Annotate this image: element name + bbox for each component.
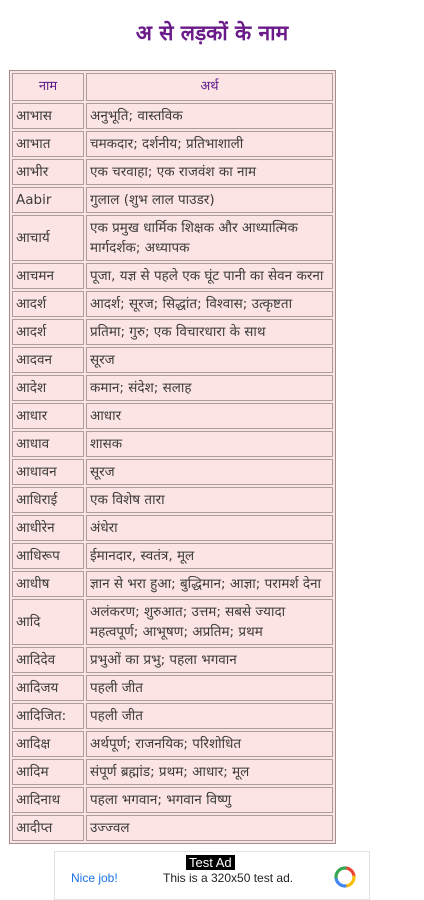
row-meaning-cell: अनुभूति; वास्तविक: [86, 103, 333, 129]
table-row: [12, 459, 333, 485]
row-name-cell: आधाव: [12, 431, 84, 457]
row-name-cell: आचार्य: [12, 215, 84, 261]
table-row: [12, 215, 333, 261]
ad-body-text: This is a 320x50 test ad.: [163, 871, 294, 885]
names-table-container: [9, 70, 336, 850]
row-meaning-cell: आधार: [86, 403, 333, 429]
table-row: [12, 759, 333, 785]
row-name-cell: आदेश: [12, 375, 84, 401]
row-name-cell: आभात: [12, 131, 84, 157]
row-meaning-cell: सूरज: [86, 459, 333, 485]
row-meaning-cell: उज्ज्वल: [86, 815, 333, 841]
table-row: [12, 187, 333, 213]
row-name-cell: आधावन: [12, 459, 84, 485]
row-name-cell: आधिरूप: [12, 543, 84, 569]
row-name-cell: आदर्श: [12, 319, 84, 345]
row-name-cell: आधिराई: [12, 487, 84, 513]
row-meaning-cell: कमान; संदेश; सलाह: [86, 375, 333, 401]
row-meaning-cell: सूरज: [86, 347, 333, 373]
table-row: [12, 815, 333, 841]
table-row: [12, 675, 333, 701]
row-meaning-cell: अंधेरा: [86, 515, 333, 541]
row-meaning-cell: प्रभुओं का प्रभु; पहला भगवान: [86, 647, 333, 673]
row-name-cell: आदिजित:: [12, 703, 84, 729]
row-name-cell: आदर्श: [12, 291, 84, 317]
table-row: [12, 131, 333, 157]
table-row: [12, 263, 333, 289]
table-row: [12, 319, 333, 345]
table-header-row: [12, 73, 333, 101]
ad-banner[interactable]: [54, 851, 370, 900]
row-meaning-cell: पहली जीत: [86, 703, 333, 729]
row-name-cell: आदीप्त: [12, 815, 84, 841]
header-name: नाम: [12, 73, 84, 101]
page-title: अ से लड़कों के नाम: [135, 21, 289, 45]
row-name-cell: आधीरेन: [12, 515, 84, 541]
row-name-cell: आदिदेव: [12, 647, 84, 673]
adchoices-logo-icon[interactable]: [333, 865, 357, 889]
row-meaning-cell: प्रतिमा; गुरु; एक विचारधारा के साथ: [86, 319, 333, 345]
table-row: [12, 347, 333, 373]
table-row: [12, 431, 333, 457]
row-meaning-cell: एक चरवाहा; एक राजवंश का नाम: [86, 159, 333, 185]
row-name-cell: आदिनाथ: [12, 787, 84, 813]
row-meaning-cell: पहली जीत: [86, 675, 333, 701]
row-name-cell: आदिजय: [12, 675, 84, 701]
ad-nice-job-text: Nice job!: [71, 871, 118, 885]
table-row: [12, 787, 333, 813]
table-row: [12, 403, 333, 429]
row-meaning-cell: एक विशेष तारा: [86, 487, 333, 513]
header-meaning: अर्थ: [86, 73, 333, 101]
table-row: [12, 291, 333, 317]
row-meaning-cell: गुलाल (शुभ लाल पाउडर): [86, 187, 333, 213]
table-body: [12, 103, 333, 841]
row-meaning-cell: पूजा, यज्ञ से पहले एक घूंट पानी का सेवन करना: [86, 263, 333, 289]
row-meaning-cell: शासक: [86, 431, 333, 457]
table-row: [12, 703, 333, 729]
row-meaning-cell: पहला भगवान; भगवान विष्णु: [86, 787, 333, 813]
names-table: [9, 70, 336, 844]
row-meaning-cell: अर्थपूर्ण; राजनयिक; परिशोधित: [86, 731, 333, 757]
row-name-cell: आदिक्ष: [12, 731, 84, 757]
row-name-cell: आदवन: [12, 347, 84, 373]
table-row: [12, 487, 333, 513]
row-meaning-cell: चमकदार; दर्शनीय; प्रतिभाशाली: [86, 131, 333, 157]
row-name-cell: आधार: [12, 403, 84, 429]
row-name-cell: आदिम: [12, 759, 84, 785]
table-row: [12, 515, 333, 541]
table-row: [12, 159, 333, 185]
row-meaning-cell: आदर्श; सूरज; सिद्धांत; विश्वास; उत्कृष्टता: [86, 291, 333, 317]
table-row: [12, 731, 333, 757]
row-meaning-cell: ईमानदार, स्वतंत्र, मूल: [86, 543, 333, 569]
row-meaning-cell: अलंकरण; शुरुआत; उत्तम; सबसे ज्यादा महत्वपूर्ण; आभूषण; अप्रतिम; प्रथम: [86, 599, 333, 645]
table-row: [12, 599, 333, 645]
row-name-cell: Aabir: [12, 187, 84, 213]
row-meaning-cell: संपूर्ण ब्रह्मांड; प्रथम; आधार; मूल: [86, 759, 333, 785]
row-name-cell: आभास: [12, 103, 84, 129]
row-name-cell: आभीर: [12, 159, 84, 185]
row-meaning-cell: ज्ञान से भरा हुआ; बुद्धिमान; आज्ञा; परामर्श देना: [86, 571, 333, 597]
table-row: [12, 571, 333, 597]
test-ad-badge: Test Ad: [186, 855, 235, 870]
row-name-cell: आधीष: [12, 571, 84, 597]
row-name-cell: आदि: [12, 599, 84, 645]
table-row: [12, 375, 333, 401]
table-row: [12, 647, 333, 673]
table-row: [12, 543, 333, 569]
row-meaning-cell: एक प्रमुख धार्मिक शिक्षक और आध्यात्मिक मार्गदर्शक; अध्यापक: [86, 215, 333, 261]
row-name-cell: आचमन: [12, 263, 84, 289]
table-row: [12, 103, 333, 129]
